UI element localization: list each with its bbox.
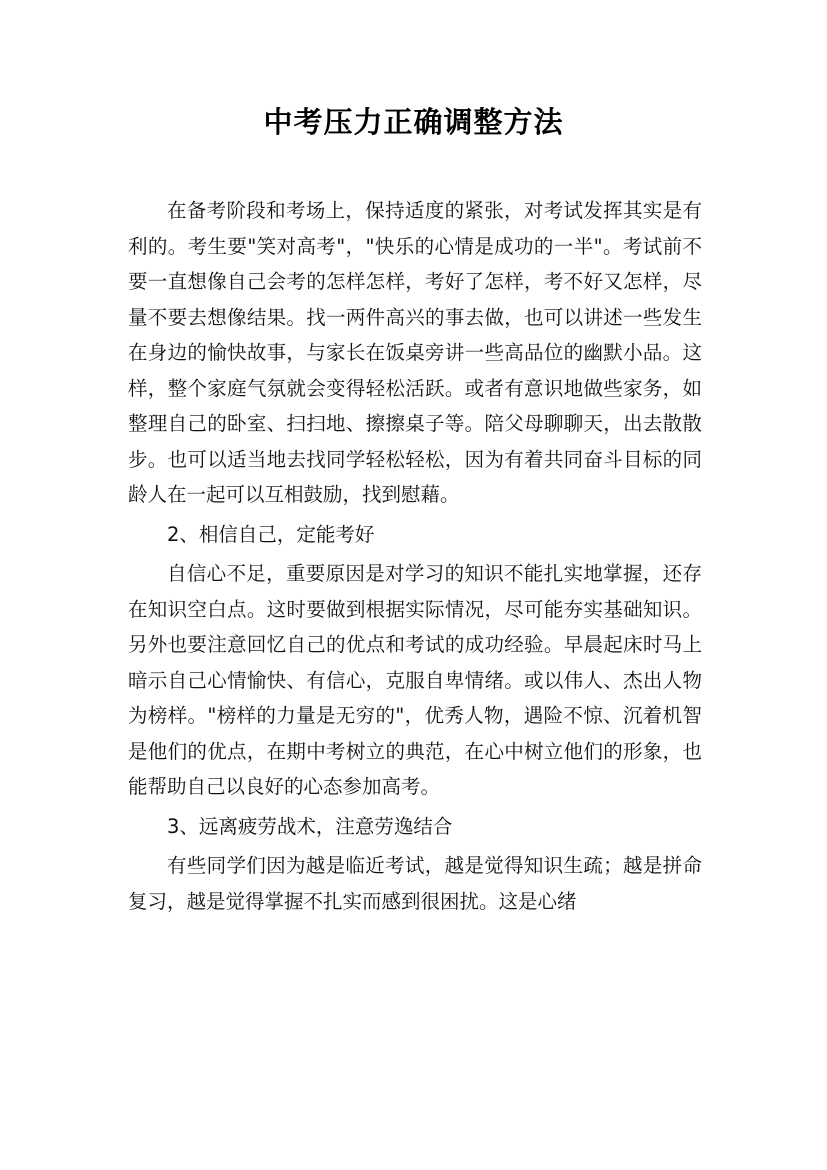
paragraph-self-confidence: 自信心不足，重要原因是对学习的知识不能扎实地掌握，还存在知识空白点。这时要做到根据实际情况，尽可能夯实基础知识。另外也要注意回忆自己的优点和考试的成功经验。早晨起床时马上暗示自己心情愉快、有信心，克服自卑情绪。或以伟人、杰出人物为榜样。"榜样的力量是无穷的"，优秀人物，遇险不惊、沉着机智是他们的优点，在期中考树立的典范，在心中树立他们的形象，也能帮助自己以良好的心态参加高考。: [128, 562, 702, 798]
section-heading-3: 3、远离疲劳战术，注意劳逸结合: [167, 814, 453, 838]
paragraph-rest-balance: 有些同学们因为越是临近考试，越是觉得知识生疏；越是拼命复习，越是觉得掌握不扎实而感到很困扰。这是心绪: [128, 854, 702, 913]
paragraph-intro: 在备考阶段和考场上，保持适度的紧张，对考试发挥其实是有利的。考生要"笑对高考"，"快乐的心情是成功的一半"。考试前不要一直想像自己会考的怎样怎样，考好了怎样，考不好又怎样，尽量不要去想像结果。找一两件高兴的事去做，也可以讲述一些发生在身边的愉快故事，与家长在饭桌旁讲一些高品位的幽默小品。这样，整个家庭气氛就会变得轻松活跃。或者有意识地做些家务，如整理自己的卧室、扫扫地、擦擦桌子等。陪父母聊聊天，出去散散步。也可以适当地去找同学轻松轻松，因为有着共同奋斗目标的同龄人在一起可以互相鼓励，找到慰藉。: [128, 199, 702, 506]
document-title: 中考压力正确调整方法: [263, 105, 564, 139]
document-body: [128, 193, 702, 919]
section-heading-2: 2、相信自己，定能考好: [167, 522, 375, 546]
